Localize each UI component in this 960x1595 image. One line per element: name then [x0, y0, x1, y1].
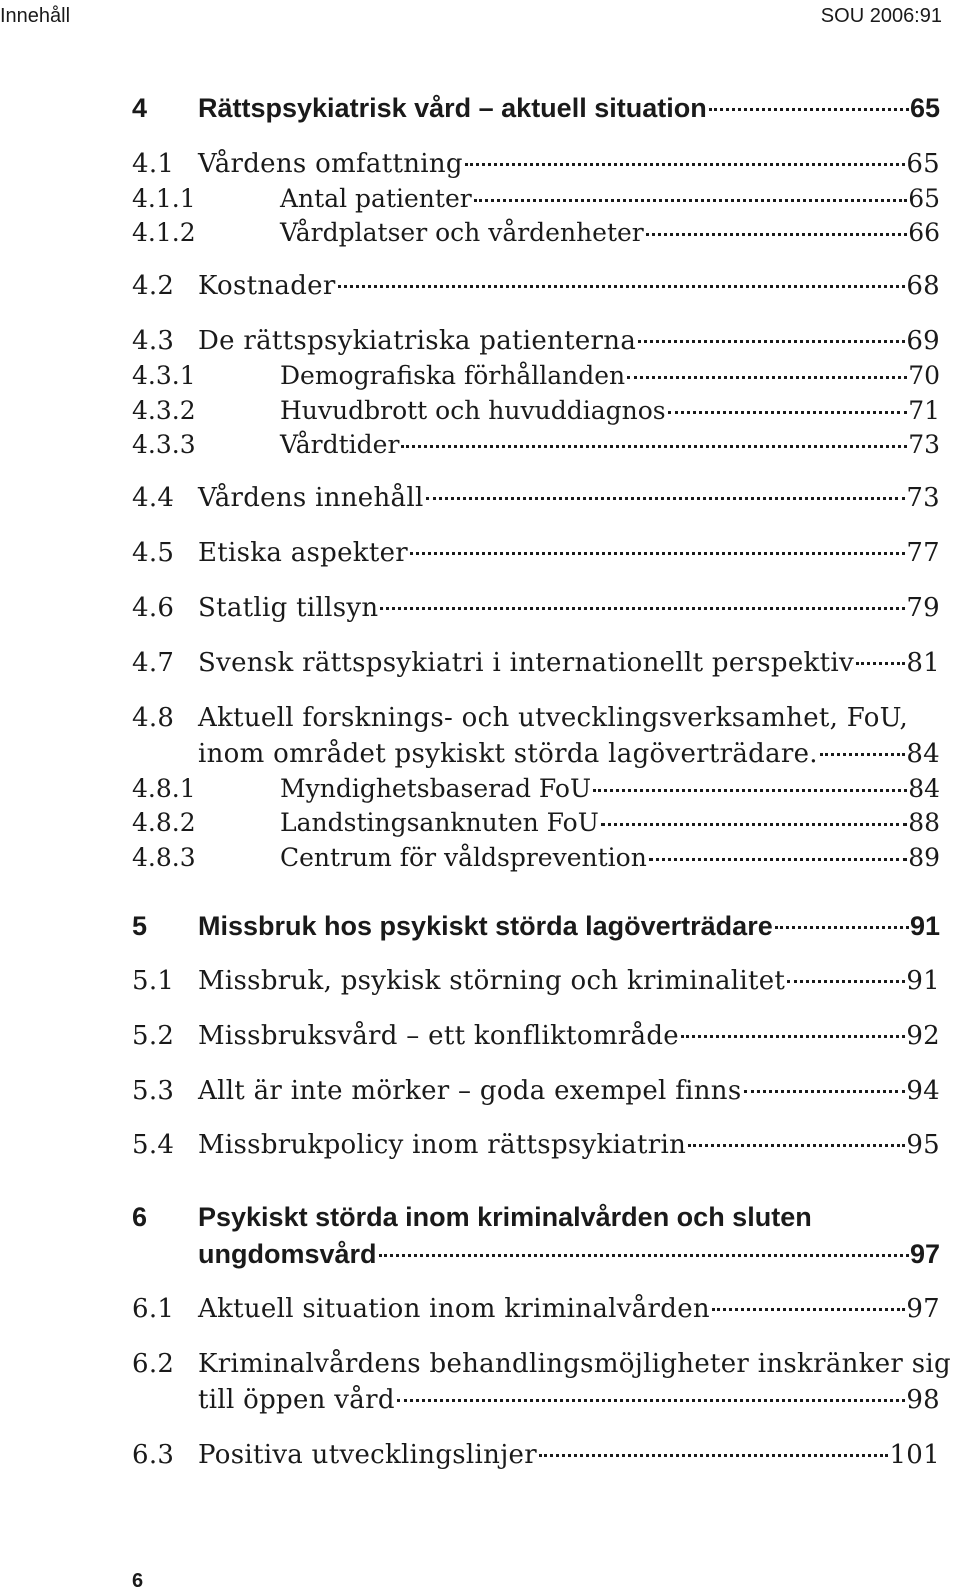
toc-leader-dots — [410, 551, 905, 555]
toc-page-number: 91 — [909, 911, 940, 941]
running-header-section: Innehåll — [0, 5, 71, 27]
toc-page-number: 71 — [908, 396, 940, 425]
toc-title: Vårdens omfattning — [198, 149, 463, 179]
toc-page-number: 97 — [906, 1294, 940, 1324]
toc-section-4-7[interactable] — [132, 645, 940, 681]
toc-title-continued: till öppen vård — [198, 1385, 395, 1415]
toc-leader-dots — [856, 661, 905, 665]
toc-leader-dots — [401, 444, 907, 448]
toc-section-4-1[interactable] — [132, 146, 940, 182]
toc-section-6-2-line2[interactable] — [132, 1382, 940, 1418]
toc-title-continued: inom området psykiskt störda lagöverträdare. — [198, 739, 818, 769]
toc-page-number: 65 — [908, 184, 940, 213]
toc-section-6-3[interactable] — [132, 1437, 940, 1473]
toc-section-5-1[interactable] — [132, 963, 940, 999]
toc-leader-dots — [426, 496, 906, 500]
toc-leader-dots — [338, 284, 906, 288]
toc-number: 6.3 — [132, 1440, 175, 1470]
toc-page-number: 94 — [906, 1076, 940, 1106]
toc-leader-dots — [465, 162, 905, 166]
toc-section-4-2[interactable] — [132, 268, 940, 304]
toc-leader-dots — [787, 979, 905, 983]
toc-subsection-4-3-2[interactable] — [132, 393, 940, 429]
toc-title: Vårdplatser och vårdenheter — [280, 218, 644, 247]
toc-number: 6 — [132, 1202, 148, 1232]
toc-page-number: 66 — [908, 218, 940, 247]
toc-title: Aktuell forsknings- och utvecklingsverksamhet, FoU, — [198, 703, 909, 733]
toc-title: De rättspsykiatriska patienterna — [198, 326, 637, 356]
toc-number: 4.1.2 — [132, 218, 196, 247]
toc-title: Missbruksvård – ett konfliktområde — [198, 1021, 679, 1051]
toc-title: Demografiska förhållanden — [280, 361, 626, 390]
toc-subsection-4-1-1[interactable] — [132, 181, 940, 217]
toc-page-number: 73 — [906, 483, 940, 513]
toc-section-5-4[interactable] — [132, 1127, 940, 1163]
toc-page-number: 65 — [906, 149, 940, 179]
toc-leader-dots — [649, 857, 907, 861]
toc-title: Svensk rättspsykiatri i internationellt perspektiv — [198, 648, 854, 678]
toc-title: Missbruk hos psykiskt störda lagöverträdare — [198, 911, 773, 941]
toc-leader-dots — [744, 1089, 906, 1093]
toc-number: 4.5 — [132, 538, 175, 568]
toc-title-continued: ungdomsvård — [198, 1239, 377, 1269]
page-number: 6 — [132, 1570, 144, 1592]
toc-number: 4 — [132, 93, 148, 123]
toc-leader-dots — [601, 822, 907, 826]
toc-chapter-6-line2[interactable] — [132, 1236, 940, 1272]
running-header-report-id: SOU 2006:91 — [820, 5, 942, 27]
toc-title: Statlig tillsyn — [198, 593, 379, 623]
toc-page-number: 70 — [908, 361, 940, 390]
toc-number: 4.8.1 — [132, 774, 196, 803]
toc-page-number: 98 — [906, 1385, 940, 1415]
toc-subsection-4-3-1[interactable] — [132, 358, 940, 394]
toc-page-number: 65 — [909, 93, 940, 123]
toc-number: 4.3.2 — [132, 396, 196, 425]
toc-page-number: 95 — [906, 1130, 940, 1160]
toc-title: Positiva utvecklingslinjer — [198, 1440, 537, 1470]
toc-number: 5.4 — [132, 1130, 175, 1160]
toc-title: Etiska aspekter — [198, 538, 408, 568]
toc-page-number: 91 — [906, 966, 940, 996]
toc-page-number: 84 — [908, 774, 940, 803]
toc-leader-dots — [646, 232, 907, 236]
toc-chapter-5[interactable] — [132, 908, 940, 944]
toc-number: 4.8.2 — [132, 808, 196, 837]
toc-title: Kostnader — [198, 271, 336, 301]
toc-title: Centrum för våldsprevention — [280, 843, 647, 872]
toc-leader-dots — [397, 1398, 906, 1402]
toc-number: 4.1.1 — [132, 184, 196, 213]
toc-leader-dots — [593, 788, 907, 792]
toc-section-6-1[interactable] — [132, 1291, 940, 1327]
toc-number: 5 — [132, 911, 148, 941]
toc-leader-dots — [681, 1034, 905, 1038]
toc-page-number: 73 — [908, 430, 940, 459]
toc-page-number: 101 — [889, 1440, 940, 1470]
toc-number: 4.3.3 — [132, 430, 196, 459]
toc-number: 6.2 — [132, 1349, 175, 1379]
toc-number: 4.8.3 — [132, 843, 196, 872]
toc-leader-dots — [712, 1307, 905, 1311]
toc-number: 5.1 — [132, 966, 175, 996]
toc-page-number: 84 — [906, 739, 940, 769]
toc-page-number: 89 — [908, 843, 940, 872]
toc-page-number: 88 — [908, 808, 940, 837]
toc-number: 6.1 — [132, 1294, 175, 1324]
toc-title: Missbrukpolicy inom rättspsykiatrin — [198, 1130, 687, 1160]
toc-number: 4.6 — [132, 593, 175, 623]
toc-chapter-4[interactable] — [132, 90, 940, 126]
toc-leader-dots — [820, 752, 905, 756]
toc-leader-dots — [474, 198, 908, 202]
toc-leader-dots — [380, 606, 905, 610]
toc-leader-dots — [379, 1253, 909, 1257]
toc-section-4-4[interactable] — [132, 480, 940, 516]
toc-title: Psykiskt störda inom kriminalvården och sluten — [198, 1202, 812, 1232]
toc-leader-dots — [627, 375, 907, 379]
toc-page-number: 92 — [906, 1021, 940, 1051]
toc-page-number: 69 — [906, 326, 940, 356]
toc-leader-dots — [709, 107, 909, 111]
toc-number: 4.4 — [132, 483, 175, 513]
toc-page-number: 77 — [906, 538, 940, 568]
toc-subsection-4-8-1[interactable] — [132, 771, 940, 807]
toc-page-number: 81 — [906, 648, 940, 678]
toc-title: Antal patienter — [280, 184, 472, 213]
toc-section-5-2[interactable] — [132, 1018, 940, 1054]
toc-page-number: 68 — [906, 271, 940, 301]
toc-number: 4.3 — [132, 326, 175, 356]
toc-section-5-3[interactable] — [132, 1073, 940, 1109]
toc-title: Aktuell situation inom kriminalvården — [198, 1294, 710, 1324]
toc-page-number: 79 — [906, 593, 940, 623]
toc-title: Myndighetsbaserad FoU — [280, 774, 592, 803]
toc-chapter-6-line1[interactable] — [132, 1199, 940, 1235]
toc-subsection-4-8-2[interactable] — [132, 805, 940, 841]
toc-title: Kriminalvårdens behandlingsmöjligheter inskränker sig — [198, 1349, 951, 1379]
toc-title: Landstingsanknuten FoU — [280, 808, 599, 837]
toc-section-4-5[interactable] — [132, 535, 940, 571]
toc-title: Huvudbrott och huvuddiagnos — [280, 396, 666, 425]
toc-subsection-4-8-3[interactable] — [132, 840, 940, 876]
toc-section-4-3[interactable] — [132, 323, 940, 359]
toc-number: 5.3 — [132, 1076, 175, 1106]
toc-number: 4.1 — [132, 149, 175, 179]
toc-subsection-4-3-3[interactable] — [132, 427, 940, 463]
toc-section-6-2-line1[interactable] — [132, 1346, 951, 1382]
toc-section-4-8-line1[interactable] — [132, 700, 940, 736]
toc-number: 4.3.1 — [132, 361, 196, 390]
toc-page-number: 97 — [909, 1239, 940, 1269]
toc-subsection-4-1-2[interactable] — [132, 215, 940, 251]
toc-leader-dots — [668, 410, 908, 414]
toc-title: Vårdens innehåll — [198, 483, 424, 513]
toc-leader-dots — [539, 1453, 888, 1457]
toc-leader-dots — [638, 339, 905, 343]
toc-leader-dots — [775, 925, 909, 929]
toc-section-4-8-line2[interactable] — [132, 736, 940, 772]
toc-leader-dots — [688, 1143, 905, 1147]
toc-title: Missbruk, psykisk störning och kriminalitet — [198, 966, 786, 996]
toc-number: 5.2 — [132, 1021, 175, 1051]
toc-title: Vårdtider — [280, 430, 400, 459]
toc-number: 4.8 — [132, 703, 175, 733]
toc-title: Rättspsykiatrisk vård – aktuell situation — [198, 93, 707, 123]
toc-number: 4.2 — [132, 271, 175, 301]
toc-section-4-6[interactable] — [132, 590, 940, 626]
toc-number: 4.7 — [132, 648, 175, 678]
toc-title: Allt är inte mörker – goda exempel finns — [198, 1076, 742, 1106]
